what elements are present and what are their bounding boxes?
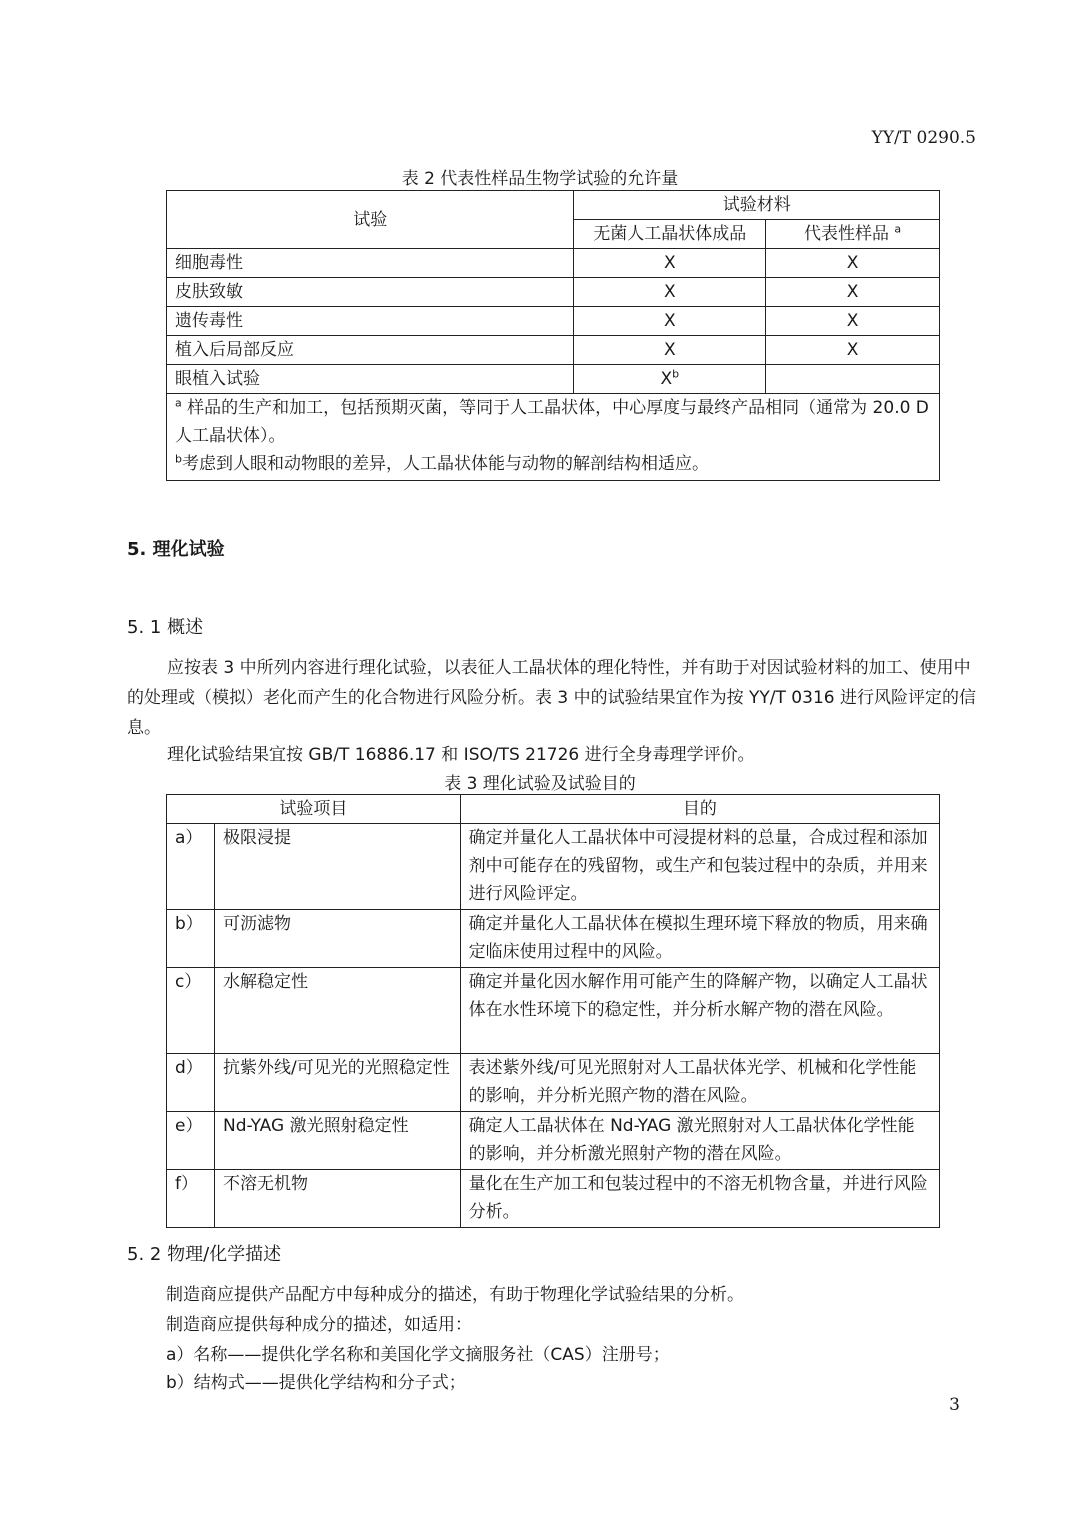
table2-row-b: X [766, 336, 940, 365]
table2-row-test: 植入后局部反应 [167, 336, 574, 365]
paragraph-overview: 应按表 3 中所列内容进行理化试验，以表征人工晶状体的理化特性，并有助于对因试验材料的加工、使用中的处理或（模拟）老化而产生的化合物进行风险分析。表 3 中的试验结果宜作为按 YY/T 0316 进行风险评定的信息。 [127, 658, 976, 738]
table2-caption: 表 2 代表性样品生物学试验的允许量 [401, 169, 679, 189]
section-5-2-heading: 5. 2 物理/化学描述 [127, 1244, 282, 1265]
paragraph-evaluation: 理化试验结果宜按 GB/T 16886.17 和 ISO/TS 21726 进行全身毒理学评价。 [167, 745, 755, 765]
table2-row-a: X [574, 278, 766, 307]
table3-caption: 表 3 理化试验及试验目的 [444, 774, 636, 794]
table2-row-a: $X^b$ [574, 365, 766, 394]
list-item-name: a）名称——提供化学名称和美国化学文摘服务社（CAS）注册号； [166, 1345, 670, 1365]
table2-row-test: 皮肤致敏 [167, 278, 574, 307]
table2-note-b: $^b$考虑到人眼和动物眼的差异，人工晶状体能与动物的解剖结构相适应。 [175, 452, 709, 474]
table3-row-item: 抗紫外线/可见光的光照稳定性 [214, 1054, 460, 1112]
table3-row-index: d） [167, 1054, 215, 1112]
section-5-1-heading: 5. 1 概述 [127, 617, 204, 638]
table3-row-purpose: 确定并量化因水解作用可能产生的降解产物，以确定人工晶状体在水性环境下的稳定性，并分析水解产物的潜在风险。 [460, 968, 939, 1054]
table3 [166, 794, 940, 1228]
table3-row-index: a） [167, 824, 215, 910]
section-5-heading: 5. 理化试验 [127, 539, 225, 560]
list-item-structure: b）结构式——提供化学结构和分子式； [166, 1373, 466, 1393]
table2-row-b [766, 365, 940, 394]
table2-header-sterile-iol: 无菌人工晶状体成品 [574, 220, 766, 249]
table3-header-purpose: 目的 [460, 795, 939, 824]
table3-row-item: 不溶无机物 [214, 1170, 460, 1228]
document-code: YY/T 0290.5 [871, 128, 976, 148]
table3-row-item: 水解稳定性 [214, 968, 460, 1054]
table3-row-index: f） [167, 1170, 215, 1228]
table2-row-test: 遗传毒性 [167, 307, 574, 336]
table2-notes [167, 394, 940, 481]
table3-row-purpose: 确定并量化人工晶状体在模拟生理环境下释放的物质，用来确定临床使用过程中的风险。 [460, 910, 939, 968]
table2-header-test: 试验 [167, 191, 574, 249]
table2-row-a: X [574, 307, 766, 336]
table2-header-representative: 代表性样品 $^a$ [766, 220, 940, 249]
table2-row-b: X [766, 278, 940, 307]
table2-row-a: X [574, 249, 766, 278]
paragraph-component-description: 制造商应提供每种成分的描述，如适用： [166, 1315, 472, 1335]
paragraph-formula-description: 制造商应提供产品配方中每种成分的描述，有助于物理化学试验结果的分析。 [166, 1285, 744, 1305]
table3-row-item: 极限浸提 [214, 824, 460, 910]
table2-row-b: X [766, 249, 940, 278]
table3-row-purpose: 表述紫外线/可见光照射对人工晶状体光学、机械和化学性能的影响，并分析光照产物的潜在风险。 [460, 1054, 939, 1112]
table3-header-item: 试验项目 [167, 795, 461, 824]
table3-row-item: 可沥滤物 [214, 910, 460, 968]
table2-row-test: 眼植入试验 [167, 365, 574, 394]
table3-row-item: Nd-YAG 激光照射稳定性 [214, 1112, 460, 1170]
table2-note-a: $^a$ 样品的生产和加工，包括预期灭菌，等同于人工晶状体，中心厚度与最终产品相同（通常为 20.0 D 人工晶状体）。 [175, 396, 929, 446]
table2-row-a: X [574, 336, 766, 365]
table3-row-index: c） [167, 968, 215, 1054]
table3-row-purpose: 确定并量化人工晶状体中可浸提材料的总量，合成过程和添加剂中可能存在的残留物，或生产和包装过程中的杂质，并用来进行风险评定。 [460, 824, 939, 910]
table2-row-test: 细胞毒性 [167, 249, 574, 278]
table3-row-purpose: 确定人工晶状体在 Nd-YAG 激光照射对人工晶状体化学性能的影响，并分析激光照射产物的潜在风险。 [460, 1112, 939, 1170]
table2 [166, 190, 940, 481]
table2-row-b: X [766, 307, 940, 336]
table3-row-purpose: 量化在生产加工和包装过程中的不溶无机物含量，并进行风险分析。 [460, 1170, 939, 1228]
table2-header-material: 试验材料 [574, 191, 940, 220]
table3-row-index: e） [167, 1112, 215, 1170]
table3-row-index: b） [167, 910, 215, 968]
page-number: 3 [949, 1395, 960, 1415]
